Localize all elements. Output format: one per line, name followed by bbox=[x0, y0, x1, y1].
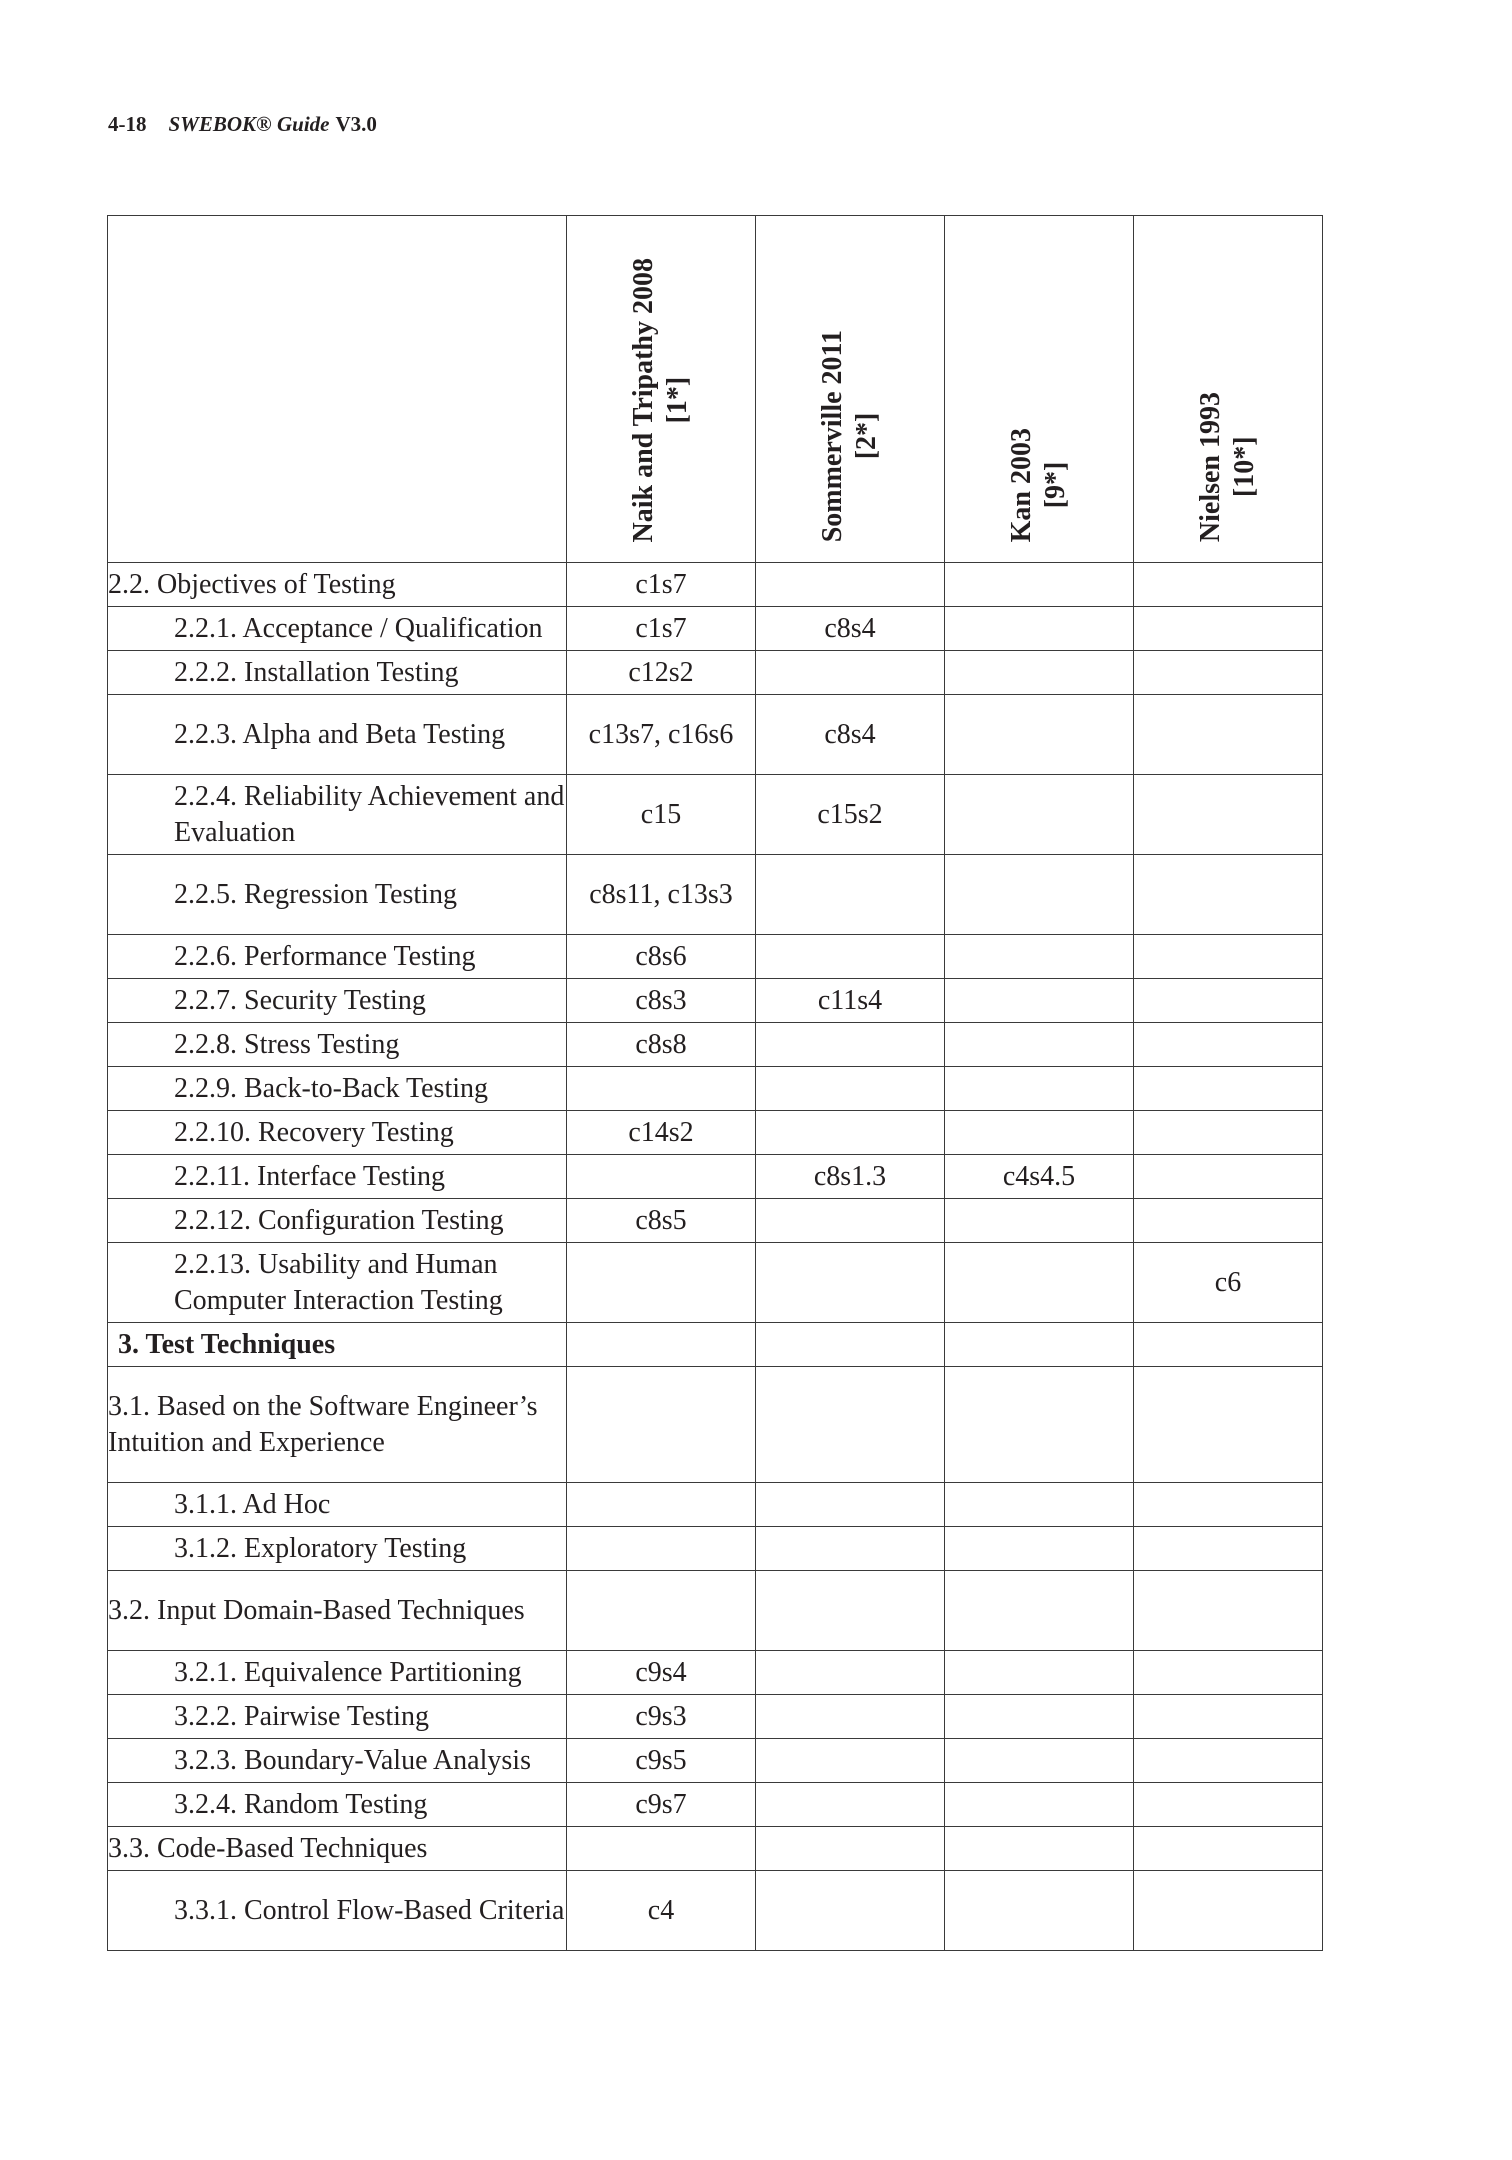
reference-cell: c8s6 bbox=[567, 935, 756, 979]
table-row bbox=[108, 1023, 1323, 1067]
reference-cell bbox=[756, 1199, 945, 1243]
guide-version: V3.0 bbox=[335, 112, 377, 136]
table-row bbox=[108, 1323, 1323, 1367]
reference-cell bbox=[567, 1243, 756, 1323]
reference-cell bbox=[1134, 1695, 1323, 1739]
reference-cell bbox=[945, 1739, 1134, 1783]
table-row bbox=[108, 1155, 1323, 1199]
topic-cell: 2.2.5. Regression Testing bbox=[108, 855, 567, 935]
reference-cell bbox=[567, 1323, 756, 1367]
reference-cell bbox=[756, 1323, 945, 1367]
topic-cell: 3.1. Based on the Software Engineer’s Intuition and Experience bbox=[108, 1367, 567, 1483]
column-header-name: Sommerville 2011 bbox=[817, 329, 848, 542]
table-row bbox=[108, 1367, 1323, 1483]
reference-cell bbox=[945, 855, 1134, 935]
reference-cell: c12s2 bbox=[567, 651, 756, 695]
reference-cell bbox=[756, 1695, 945, 1739]
table-row bbox=[108, 979, 1323, 1023]
topic-cell: 3.2. Input Domain-Based Techniques bbox=[108, 1571, 567, 1651]
reference-cell bbox=[945, 1243, 1134, 1323]
reference-cell: c4 bbox=[567, 1871, 756, 1951]
table-row bbox=[108, 1527, 1323, 1571]
reference-cell: c1s7 bbox=[567, 607, 756, 651]
reference-cell bbox=[945, 1527, 1134, 1571]
table-row bbox=[108, 1199, 1323, 1243]
topic-cell: 2.2.13. Usability and Human Computer Interaction Testing bbox=[108, 1243, 567, 1323]
reference-cell bbox=[945, 695, 1134, 775]
reference-cell bbox=[1134, 1323, 1323, 1367]
reference-cell: c1s7 bbox=[567, 563, 756, 607]
topic-cell: 2.2.7. Security Testing bbox=[108, 979, 567, 1023]
guide-title: SWEBOK® Guide bbox=[168, 112, 330, 136]
page-number: 4-18 bbox=[108, 112, 147, 136]
reference-cell: c8s3 bbox=[567, 979, 756, 1023]
column-header-name: Kan 2003 bbox=[1006, 427, 1037, 542]
reference-cell bbox=[1134, 1571, 1323, 1651]
column-header-naik bbox=[567, 216, 756, 563]
topic-cell: 3.2.2. Pairwise Testing bbox=[108, 1695, 567, 1739]
column-header-kan bbox=[945, 216, 1134, 563]
reference-cell bbox=[567, 1367, 756, 1483]
table-row bbox=[108, 1243, 1323, 1323]
topic-cell: 2.2.10. Recovery Testing bbox=[108, 1111, 567, 1155]
reference-cell bbox=[1134, 775, 1323, 855]
topic-cell: 2.2. Objectives of Testing bbox=[108, 563, 567, 607]
reference-cell: c9s7 bbox=[567, 1783, 756, 1827]
table-row bbox=[108, 1067, 1323, 1111]
topic-cell: 3. Test Techniques bbox=[108, 1323, 567, 1367]
reference-cell bbox=[945, 1827, 1134, 1871]
reference-cell: c15 bbox=[567, 775, 756, 855]
topic-cell: 2.2.4. Reliability Achievement and Evaluation bbox=[108, 775, 567, 855]
column-header-nielsen bbox=[1134, 216, 1323, 563]
reference-cell bbox=[1134, 1367, 1323, 1483]
reference-cell bbox=[945, 979, 1134, 1023]
topic-cell: 2.2.12. Configuration Testing bbox=[108, 1199, 567, 1243]
reference-cell bbox=[1134, 607, 1323, 651]
reference-cell bbox=[945, 563, 1134, 607]
reference-cell bbox=[945, 607, 1134, 651]
reference-cell bbox=[1134, 1783, 1323, 1827]
reference-cell bbox=[945, 1323, 1134, 1367]
reference-cell: c8s11, c13s3 bbox=[567, 855, 756, 935]
topic-header-cell bbox=[108, 216, 567, 563]
reference-cell bbox=[1134, 1199, 1323, 1243]
topics-vs-references-table bbox=[107, 215, 1323, 1951]
reference-cell: c14s2 bbox=[567, 1111, 756, 1155]
reference-cell bbox=[756, 1367, 945, 1483]
table-row bbox=[108, 651, 1323, 695]
reference-cell bbox=[756, 1111, 945, 1155]
reference-cell bbox=[945, 651, 1134, 695]
reference-cell bbox=[756, 1739, 945, 1783]
reference-cell bbox=[945, 775, 1134, 855]
topic-cell: 2.2.11. Interface Testing bbox=[108, 1155, 567, 1199]
reference-cell bbox=[756, 1023, 945, 1067]
table-row bbox=[108, 563, 1323, 607]
reference-cell bbox=[756, 1783, 945, 1827]
reference-cell bbox=[1134, 695, 1323, 775]
table-row bbox=[108, 1871, 1323, 1951]
table-row bbox=[108, 1695, 1323, 1739]
reference-cell bbox=[756, 651, 945, 695]
topic-cell: 3.1.1. Ad Hoc bbox=[108, 1483, 567, 1527]
reference-cell bbox=[567, 1571, 756, 1651]
reference-cell bbox=[1134, 1155, 1323, 1199]
table-row bbox=[108, 935, 1323, 979]
topic-cell: 3.1.2. Exploratory Testing bbox=[108, 1527, 567, 1571]
topic-cell: 2.2.6. Performance Testing bbox=[108, 935, 567, 979]
reference-cell bbox=[1134, 1067, 1323, 1111]
reference-cell: c9s5 bbox=[567, 1739, 756, 1783]
reference-cell bbox=[945, 1651, 1134, 1695]
reference-cell bbox=[1134, 1111, 1323, 1155]
reference-cell bbox=[1134, 935, 1323, 979]
reference-cell: c8s4 bbox=[756, 695, 945, 775]
reference-cell: c8s5 bbox=[567, 1199, 756, 1243]
reference-cell bbox=[1134, 651, 1323, 695]
table-row bbox=[108, 607, 1323, 651]
topic-cell: 3.2.3. Boundary-Value Analysis bbox=[108, 1739, 567, 1783]
reference-cell bbox=[1134, 563, 1323, 607]
reference-cell bbox=[756, 1571, 945, 1651]
reference-cell bbox=[945, 1871, 1134, 1951]
running-head bbox=[108, 112, 377, 137]
reference-cell bbox=[1134, 1827, 1323, 1871]
column-header-tag: [9*] bbox=[1040, 461, 1071, 509]
reference-cell bbox=[756, 1483, 945, 1527]
reference-cell bbox=[567, 1155, 756, 1199]
table-row bbox=[108, 1739, 1323, 1783]
reference-cell bbox=[567, 1067, 756, 1111]
topic-cell: 2.2.2. Installation Testing bbox=[108, 651, 567, 695]
reference-cell bbox=[945, 1067, 1134, 1111]
reference-cell bbox=[756, 1243, 945, 1323]
topic-cell: 2.2.3. Alpha and Beta Testing bbox=[108, 695, 567, 775]
reference-cell bbox=[1134, 1871, 1323, 1951]
reference-cell bbox=[1134, 979, 1323, 1023]
reference-cell bbox=[756, 1651, 945, 1695]
table-row bbox=[108, 855, 1323, 935]
topic-cell: 2.2.9. Back-to-Back Testing bbox=[108, 1067, 567, 1111]
reference-cell bbox=[1134, 1651, 1323, 1695]
reference-cell bbox=[756, 1067, 945, 1111]
table-row bbox=[108, 1571, 1323, 1651]
table-body bbox=[108, 563, 1323, 1951]
reference-cell bbox=[756, 1871, 945, 1951]
reference-cell: c8s4 bbox=[756, 607, 945, 651]
reference-cell: c6 bbox=[1134, 1243, 1323, 1323]
table-row bbox=[108, 1483, 1323, 1527]
reference-cell: c13s7, c16s6 bbox=[567, 695, 756, 775]
table-row bbox=[108, 1783, 1323, 1827]
reference-cell: c15s2 bbox=[756, 775, 945, 855]
reference-cell: c8s8 bbox=[567, 1023, 756, 1067]
reference-cell bbox=[567, 1527, 756, 1571]
reference-cell bbox=[567, 1483, 756, 1527]
topic-cell: 3.3. Code-Based Techniques bbox=[108, 1827, 567, 1871]
reference-cell bbox=[945, 935, 1134, 979]
reference-cell: c9s4 bbox=[567, 1651, 756, 1695]
reference-cell: c8s1.3 bbox=[756, 1155, 945, 1199]
reference-cell bbox=[756, 855, 945, 935]
reference-cell bbox=[945, 1783, 1134, 1827]
topic-cell: 3.2.1. Equivalence Partitioning bbox=[108, 1651, 567, 1695]
reference-cell bbox=[756, 1527, 945, 1571]
column-header-name: Naik and Tripathy 2008 bbox=[628, 257, 659, 542]
column-header-tag: [2*] bbox=[851, 412, 882, 460]
table-row bbox=[108, 775, 1323, 855]
table-row bbox=[108, 1651, 1323, 1695]
topic-cell: 3.3.1. Control Flow-Based Criteria bbox=[108, 1871, 567, 1951]
topic-cell: 2.2.8. Stress Testing bbox=[108, 1023, 567, 1067]
reference-cell bbox=[945, 1111, 1134, 1155]
reference-cell bbox=[1134, 1739, 1323, 1783]
reference-cell bbox=[1134, 855, 1323, 935]
header-row bbox=[108, 216, 1323, 563]
reference-cell bbox=[945, 1571, 1134, 1651]
column-header-sommerville bbox=[756, 216, 945, 563]
reference-cell: c11s4 bbox=[756, 979, 945, 1023]
table-row bbox=[108, 1827, 1323, 1871]
reference-cell bbox=[945, 1367, 1134, 1483]
reference-cell bbox=[1134, 1023, 1323, 1067]
reference-cell bbox=[756, 1827, 945, 1871]
table-row bbox=[108, 695, 1323, 775]
reference-cell bbox=[1134, 1527, 1323, 1571]
topic-cell: 2.2.1. Acceptance / Qualification bbox=[108, 607, 567, 651]
reference-cell bbox=[945, 1695, 1134, 1739]
reference-cell bbox=[945, 1199, 1134, 1243]
reference-cell bbox=[756, 935, 945, 979]
reference-cell bbox=[945, 1483, 1134, 1527]
topic-cell: 3.2.4. Random Testing bbox=[108, 1783, 567, 1827]
reference-cell bbox=[756, 563, 945, 607]
column-header-tag: [10*] bbox=[1229, 436, 1260, 498]
column-header-tag: [1*] bbox=[662, 376, 693, 424]
table-row bbox=[108, 1111, 1323, 1155]
reference-cell bbox=[567, 1827, 756, 1871]
reference-cell: c9s3 bbox=[567, 1695, 756, 1739]
column-header-name: Nielsen 1993 bbox=[1195, 391, 1226, 542]
reference-cell: c4s4.5 bbox=[945, 1155, 1134, 1199]
reference-cell bbox=[1134, 1483, 1323, 1527]
reference-cell bbox=[945, 1023, 1134, 1067]
